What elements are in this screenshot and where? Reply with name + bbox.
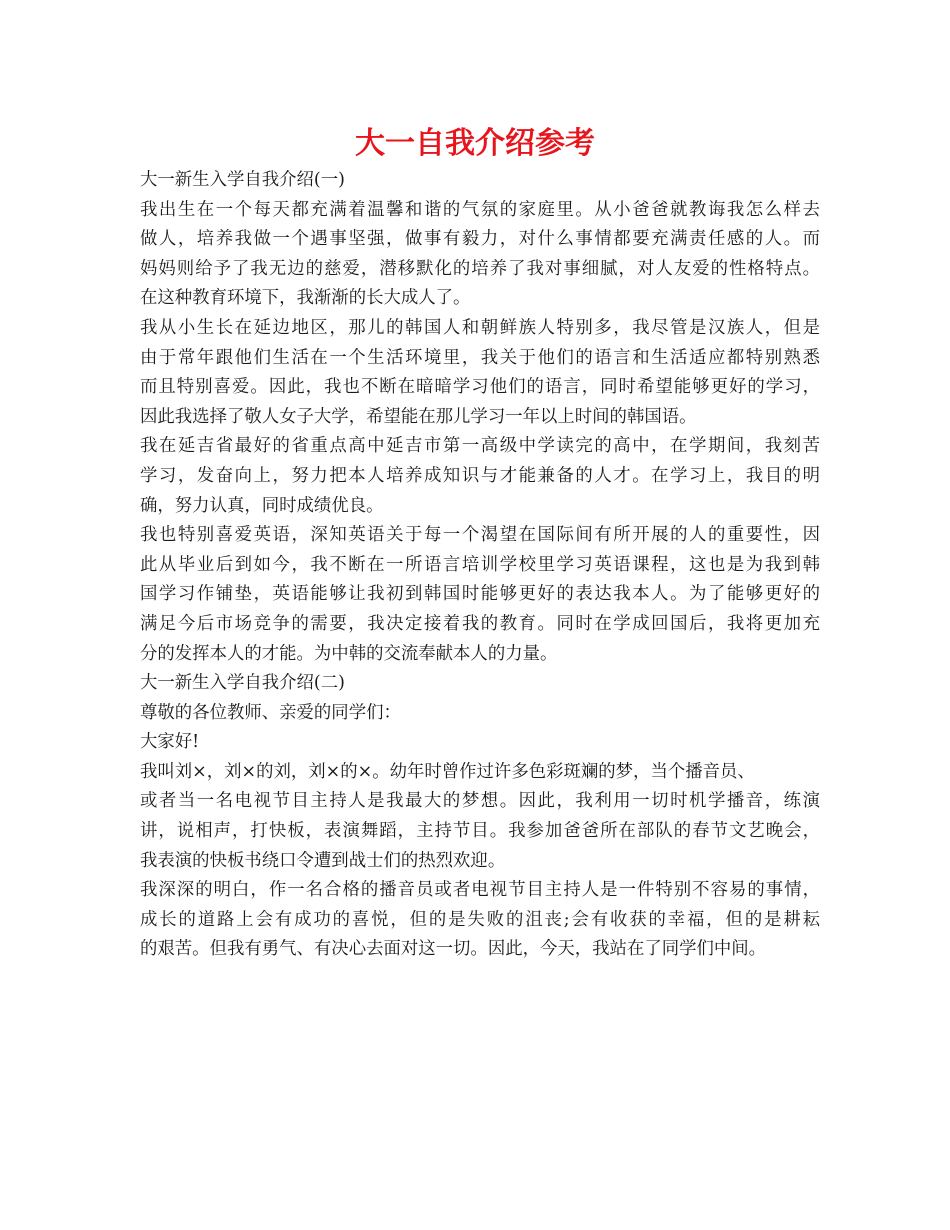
- text-line: 确，努力认真，同时成绩优良。: [140, 495, 384, 516]
- text-line: 因此我选择了敬人女子大学，希望能在那儿学习一年以上时间的韩国语。: [140, 406, 697, 427]
- document-body: [140, 166, 820, 965]
- text-line: 我叫刘×，刘×的刘，刘×的×。幼年时曾作过许多色彩斑斓的梦，当个播音员、: [140, 761, 755, 782]
- document-title: 大一自我介绍参考: [355, 126, 595, 161]
- text-line: 学习，发奋向上，努力把本人培养成知识与才能兼备的人才。在学习上，我目的明: [140, 465, 820, 486]
- text-line: 妈妈则给予了我无边的慈爱，潜移默化的培养了我对事细腻，对人友爱的性格特点。: [140, 258, 820, 279]
- text-line: 我出生在一个每天都充满着温馨和谐的气氛的家庭里。从小爸爸就教诲我怎么样去: [140, 199, 820, 220]
- text-line: 成长的道路上会有成功的喜悦，但的是失败的沮丧;会有收获的幸福，但的是耕耘: [140, 909, 820, 930]
- text-line: 大一新生入学自我介绍(一): [140, 170, 345, 190]
- text-line: 我从小生长在延边地区，那儿的韩国人和朝鲜族人特别多，我尽管是汉族人，但是: [140, 317, 820, 338]
- text-line: 做人，培养我做一个遇事坚强，做事有毅力，对什么事情都要充满责任感的人。而: [140, 229, 820, 250]
- text-line: 我也特别喜爱英语，深知英语关于每一个渴望在国际间有所开展的人的重要性，因: [140, 525, 820, 546]
- text-line: 在这种教育环境下，我渐渐的长大成人了。: [140, 288, 471, 309]
- text-line: 由于常年跟他们生活在一个生活环境里，我关于他们的语言和生活适应都特别熟悉: [140, 347, 820, 368]
- text-line: 的艰苦。但我有勇气、有决心去面对这一切。因此，今天，我站在了同学们中间。: [140, 939, 767, 960]
- text-line: 国学习作铺垫，英语能够让我初到韩国时能够更好的表达我本人。为了能够更好的: [140, 584, 820, 605]
- text-line: 此从毕业后到如今，我不断在一所语言培训学校里学习英语课程，这也是为我到韩: [140, 554, 820, 575]
- text-line: 满足今后市场竞争的需要，我决定接着我的教育。同时在学成回国后，我将更加充: [140, 613, 820, 634]
- text-line: 我深深的明白，作一名合格的播音员或者电视节目主持人是一件特别不容易的事情，: [140, 880, 820, 901]
- text-line: 或者当一名电视节目主持人是我最大的梦想。因此，我利用一切时机学播音，练演: [140, 791, 820, 812]
- text-line: 大家好!: [140, 732, 200, 753]
- text-line: 大一新生入学自我介绍(二): [140, 673, 345, 694]
- text-line: 讲，说相声，打快板，表演舞蹈，主持节目。我参加爸爸所在部队的春节文艺晚会，: [140, 821, 820, 842]
- text-line: 我表演的快板书绕口令遭到战士们的热烈欢迎。: [140, 850, 506, 871]
- text-line: 分的发挥本人的才能。为中韩的交流奉献本人的力量。: [140, 643, 558, 664]
- text-line: 尊敬的各位教师、亲爱的同学们：: [140, 702, 401, 723]
- text-line: 我在延吉省最好的省重点高中延吉市第一高级中学读完的高中，在学期间，我刻苦: [140, 436, 820, 457]
- text-line: 而且特别喜爱。因此，我也不断在暗暗学习他们的语言，同时希望能够更好的学习，: [140, 377, 820, 398]
